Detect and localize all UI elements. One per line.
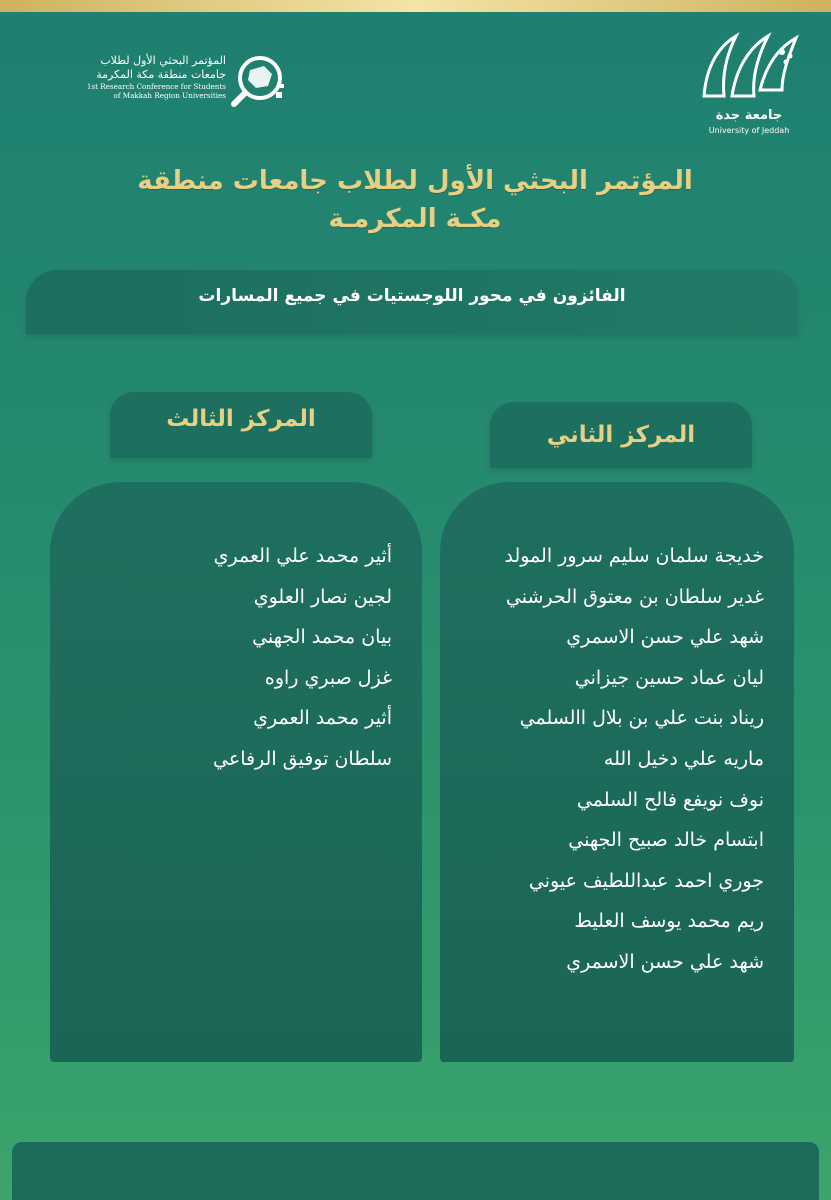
third-place-heading: المركز الثالث xyxy=(166,406,316,432)
conference-logo-text xyxy=(30,54,226,100)
list-item: ريم محمد يوسف العليط xyxy=(574,910,764,933)
second-place-heading: المركز الثاني xyxy=(546,422,696,448)
page-title-line1: المؤتمر البحثي الأول لطلاب جامعات منطقة xyxy=(137,166,693,196)
subtitle-band xyxy=(26,270,798,334)
third-place-tab xyxy=(110,392,372,458)
page-title-line2: مكـة المكرمـة xyxy=(328,204,502,234)
list-item: ابتسام خالد صبيح الجهني xyxy=(568,829,764,852)
footer-band xyxy=(12,1142,819,1200)
list-item: غدير سلطان بن معتوق الحرشني xyxy=(505,585,764,608)
second-place-panel xyxy=(440,482,794,1062)
conference-logo xyxy=(30,48,280,116)
conference-logo-en-line1: 1st Research Conference for Students xyxy=(86,82,226,91)
second-place-names xyxy=(504,536,764,983)
list-item: بيان محمد الجهني xyxy=(252,626,392,649)
list-item: نوف نويفع فالح السلمي xyxy=(576,788,764,811)
university-logo xyxy=(690,30,810,140)
list-item: ماريه علي دخيل الله xyxy=(603,747,764,770)
conference-logo-ar-line1: المؤتمر البحثي الأول لطلاب xyxy=(100,54,226,67)
university-name-en: University of Jeddah xyxy=(708,126,790,135)
magnifier-map-icon xyxy=(230,52,288,110)
list-item: جوري احمد عبداللطيف عيوني xyxy=(528,869,764,892)
conference-logo-en-line2: of Makkah Region Universities xyxy=(113,91,226,100)
list-item: غزل صبري راوه xyxy=(264,666,392,689)
list-item: سلطان توفيق الرفاعي xyxy=(213,747,392,770)
list-item: ليان عماد حسين جيزاني xyxy=(574,666,764,689)
conference-logo-ar-line2: جامعات منطقة مكة المكرمة xyxy=(96,68,226,81)
list-item: لجين نصار العلوي xyxy=(253,585,392,608)
university-name-ar: جامعة جدة xyxy=(715,108,783,123)
list-item: ريناد بنت علي بن بلال االسلمي xyxy=(519,707,764,730)
third-place-panel xyxy=(50,482,422,1062)
list-item: شهد علي حسن الاسمري xyxy=(566,950,764,973)
list-item: خديجة سلمان سليم سرور المولد xyxy=(504,545,764,567)
top-gold-bar xyxy=(0,0,831,12)
subtitle-text: الفائزون في محور اللوجستيات في جميع المسارات xyxy=(198,286,626,306)
second-place-tab xyxy=(490,402,752,468)
list-item: أثير محمد علي العمري xyxy=(213,545,392,567)
third-place-names xyxy=(213,536,392,780)
list-item: شهد علي حسن الاسمري xyxy=(566,626,764,649)
list-item: أثير محمد العمري xyxy=(253,707,392,730)
university-emblem-icon xyxy=(696,30,802,100)
